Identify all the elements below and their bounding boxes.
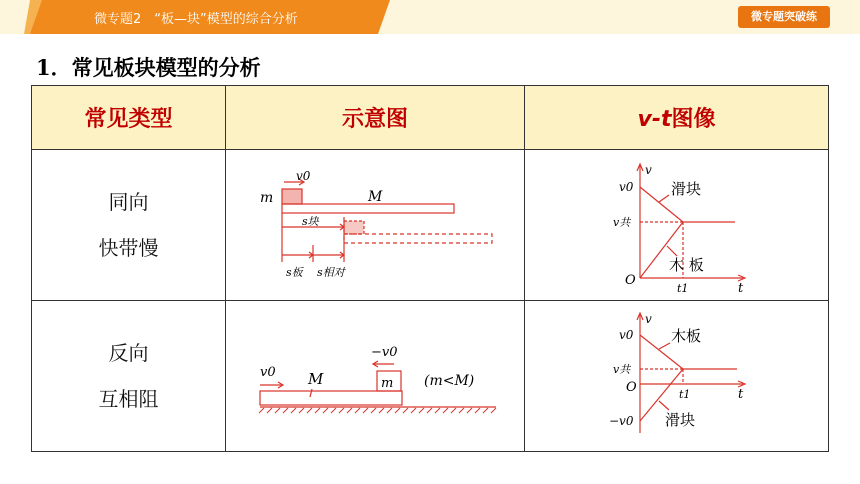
label-board: 木 板 <box>669 256 704 274</box>
type-line: 同向 <box>108 190 149 214</box>
tick-v0: v0 <box>619 328 634 342</box>
table-row <box>32 150 829 301</box>
label-v0: v0 <box>296 169 311 183</box>
tick-v0: v0 <box>619 180 634 194</box>
axis-v: v <box>645 312 652 326</box>
label-v0: v0 <box>260 365 276 380</box>
type-line: 快带慢 <box>98 236 159 260</box>
table-row <box>32 301 829 452</box>
axis-v: v <box>645 163 652 177</box>
label-s-block: s块 <box>302 215 319 228</box>
tick-t1: t1 <box>677 282 689 295</box>
header-diagram: 示意图 <box>226 86 525 150</box>
label-slider: 滑块 <box>665 411 696 429</box>
label-s-relative: s相对 <box>317 266 345 279</box>
header-vt <box>525 86 829 150</box>
section-heading: 1．常见板块模型的分析 <box>36 55 261 80</box>
label-neg-v0: −v0 <box>371 345 398 360</box>
label-M: M <box>308 370 324 388</box>
diagram-cell <box>226 301 525 452</box>
label-s-board: s板 <box>286 266 303 279</box>
top-banner <box>0 0 860 34</box>
vt-cell <box>525 150 829 301</box>
vt-cell <box>525 301 829 452</box>
label-m: m <box>260 190 274 206</box>
tick-neg-v0: −v0 <box>609 414 634 428</box>
type-line: 互相阻 <box>98 387 159 411</box>
diagram-cell <box>226 150 525 301</box>
label-board: 木板 <box>671 327 702 345</box>
label-condition: (m<M) <box>424 373 475 389</box>
type-cell <box>32 150 226 301</box>
tick-v-common: v共 <box>613 363 631 376</box>
label-m: m <box>381 376 394 391</box>
banner-title: 微专题2 “板—块”模型的综合分析 <box>94 12 298 27</box>
axis-t: t <box>738 281 744 296</box>
label-slider: 滑块 <box>671 180 702 198</box>
opposite-direction-diagram <box>226 301 524 447</box>
vt-graph-same <box>525 150 828 296</box>
same-direction-diagram <box>226 150 524 296</box>
header-type: 常见类型 <box>32 86 226 150</box>
label-M: M <box>368 189 383 205</box>
header-vt-var: v-t <box>637 107 672 132</box>
model-table <box>31 85 829 452</box>
topic-badge[interactable]: 微专题突破练 <box>738 6 830 28</box>
origin-O: O <box>625 273 636 288</box>
vt-graph-opposite <box>525 301 828 447</box>
table-header-row <box>32 86 829 150</box>
origin-O: O <box>626 380 637 395</box>
type-cell <box>32 301 226 452</box>
tick-t1: t1 <box>679 388 691 401</box>
type-line: 反向 <box>108 341 149 365</box>
tick-v-common: v共 <box>613 216 631 229</box>
header-vt-rest: 图像 <box>671 107 716 132</box>
axis-t: t <box>738 387 744 402</box>
